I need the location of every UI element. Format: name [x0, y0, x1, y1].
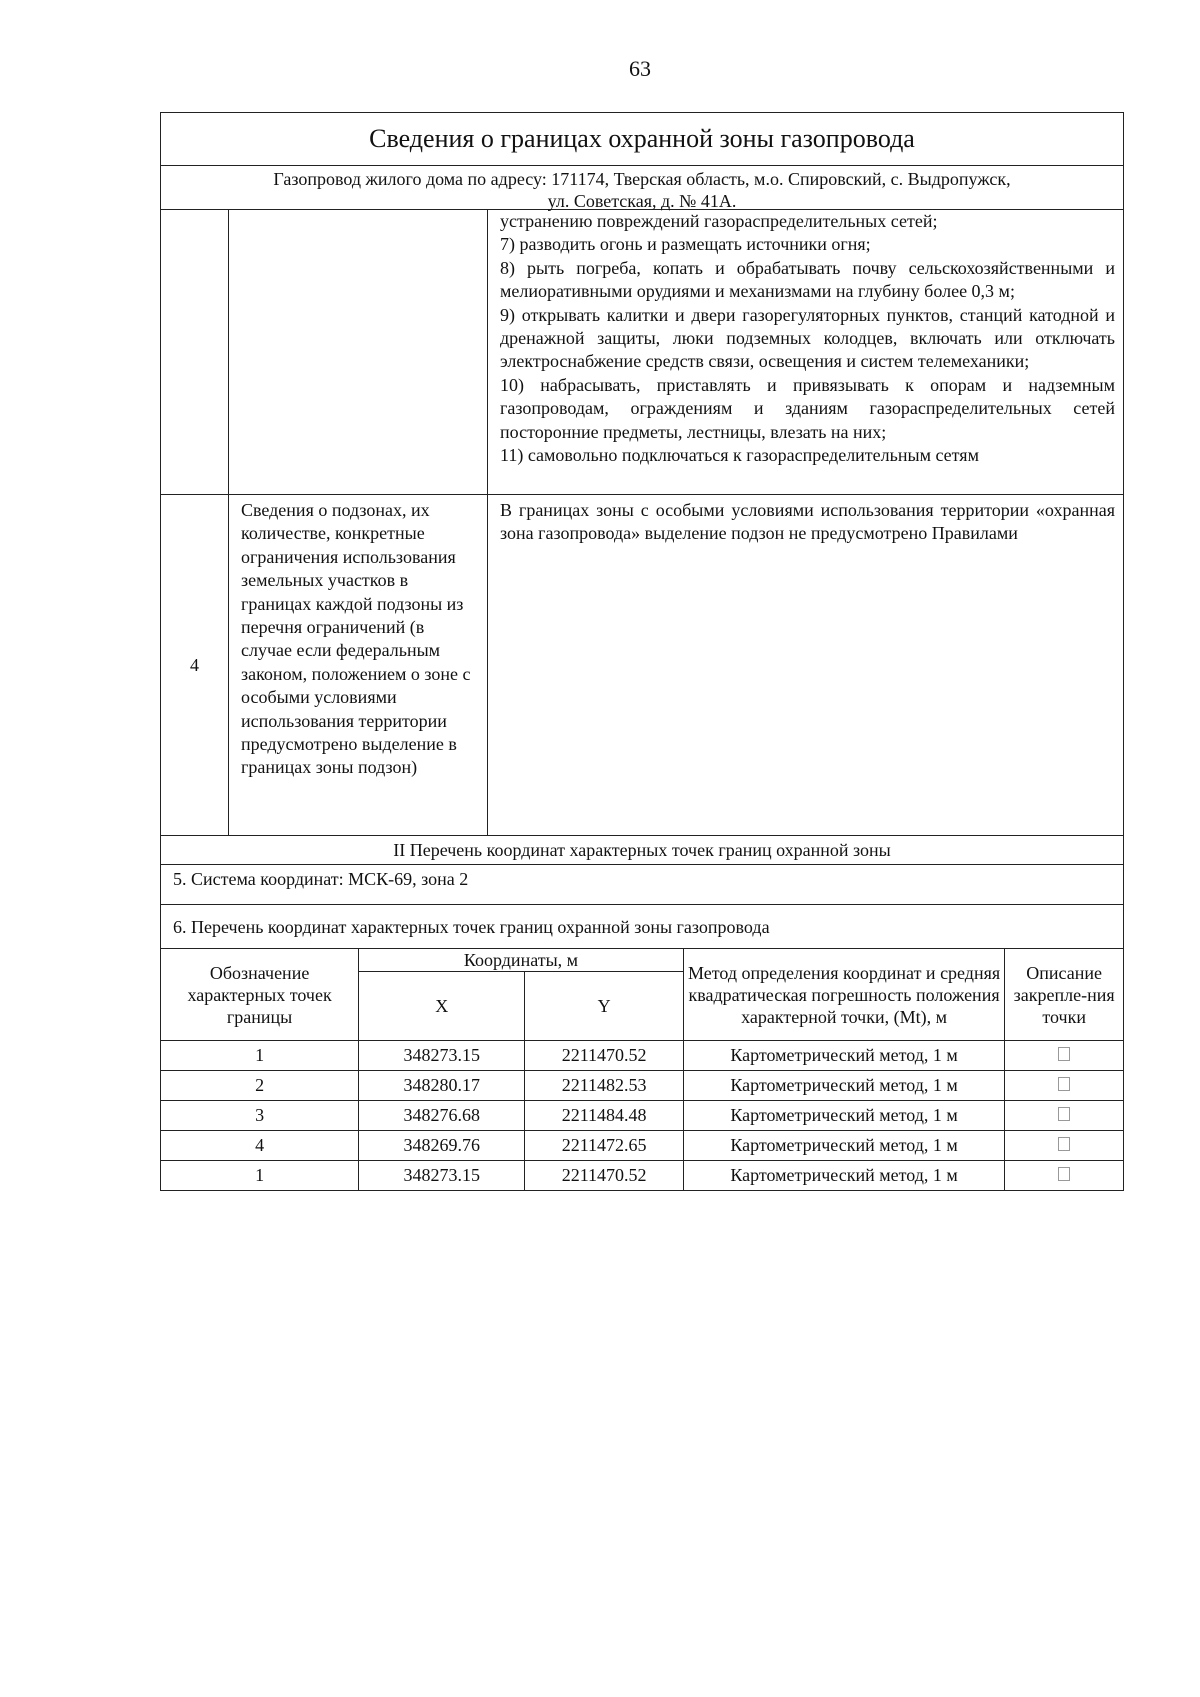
header-description: Описание закрепле-ния точки: [1005, 949, 1123, 1041]
empty-box-icon: [1058, 1107, 1070, 1121]
empty-box-icon: [1058, 1167, 1070, 1181]
address-header: [161, 166, 1123, 210]
point-cell: 2: [161, 1071, 359, 1101]
y-cell: 2211482.53: [525, 1071, 683, 1101]
restriction-item: 11) самовольно подключаться к газораспределительным сетям: [500, 445, 979, 466]
restrictions-text: [488, 210, 1123, 494]
header-y: Y: [525, 972, 683, 1041]
x-cell: 348273.15: [359, 1161, 525, 1191]
x-cell: 348269.76: [359, 1131, 525, 1161]
point-cell: 3: [161, 1101, 359, 1131]
y-cell: 2211470.52: [525, 1161, 683, 1191]
method-cell: Картометрический метод, 1 м: [683, 1101, 1005, 1131]
header-method: Метод определения координат и средняя квадратическая погрешность положения характерной точки, (Mt), м: [683, 949, 1005, 1041]
empty-box-icon: [1058, 1137, 1070, 1151]
restriction-item: 10) набрасывать, приставлять и привязывать к опорам и надземным газопроводам, ограждениям и зданиям газораспределительных сетей посторонние предметы, лестницы, влезать на них;: [500, 374, 1115, 442]
subzones-text-content: В границах зоны с особыми условиями использования территории «охранная зона газопровода» выделение подзон не предусмотрено Правилами: [500, 500, 1115, 544]
page-number: 63: [629, 56, 651, 81]
section-ii-heading: II Перечень координат характерных точек границ охранной зоны: [161, 836, 1123, 865]
point-cell: 1: [161, 1161, 359, 1191]
header-coordinates: Координаты, м: [359, 949, 684, 972]
y-cell: 2211484.48: [525, 1101, 683, 1131]
description-cell: [1005, 1101, 1123, 1131]
table-row: [161, 1071, 1123, 1101]
points-list-title: 6. Перечень координат характерных точек границ охранной зоны газопровода: [161, 905, 1123, 949]
x-cell: 348276.68: [359, 1101, 525, 1131]
row-number: 4: [161, 495, 229, 835]
empty-box-icon: [1058, 1047, 1070, 1061]
table-row: [161, 1041, 1123, 1071]
address-line-2: ул. Советская, д. № 41А.: [547, 191, 737, 211]
table-row: [161, 1131, 1123, 1161]
coord-system: 5. Система координат: МСК-69, зона 2: [161, 865, 1123, 905]
description-cell: [1005, 1041, 1123, 1071]
table-row: [161, 1101, 1123, 1131]
method-cell: Картометрический метод, 1 м: [683, 1161, 1005, 1191]
subzones-row: [161, 495, 1123, 836]
description-cell: [1005, 1161, 1123, 1191]
point-cell: 1: [161, 1041, 359, 1071]
coordinates-table: [161, 949, 1123, 1190]
row-name-cell: [229, 210, 488, 494]
description-cell: [1005, 1131, 1123, 1161]
header-x: X: [359, 972, 525, 1041]
method-cell: Картометрический метод, 1 м: [683, 1071, 1005, 1101]
table-row: [161, 1161, 1123, 1191]
restrictions-row: [161, 210, 1123, 495]
restriction-item: 8) рыть погреба, копать и обрабатывать почву сельскохозяйственными и мелиоративными орудиями и механизмами на глубину более 0,3 м;: [500, 257, 1115, 302]
method-cell: Картометрический метод, 1 м: [683, 1041, 1005, 1071]
restriction-item: устранению повреждений газораспределительных сетей;: [500, 211, 938, 231]
header-designation: Обозначение характерных точек границы: [161, 949, 359, 1041]
subzones-text: [488, 495, 1123, 835]
empty-box-icon: [1058, 1077, 1070, 1091]
table-header-row: [161, 949, 1123, 972]
x-cell: 348280.17: [359, 1071, 525, 1101]
point-cell: 4: [161, 1131, 359, 1161]
y-cell: 2211470.52: [525, 1041, 683, 1071]
method-cell: Картометрический метод, 1 м: [683, 1131, 1005, 1161]
row-name: Сведения о подзонах, их количестве, конкретные ограничения использования земельных участков в границах каждой подзоны из перечня ограничений (в случае если федеральным законом, положением о зоне с особыми условиями использования территории предусмотрено выделение в границах зоны подзон): [229, 495, 488, 835]
restriction-item: 7) разводить огонь и размещать источники огня;: [500, 234, 871, 255]
zone-info-table: [160, 112, 1124, 1191]
description-cell: [1005, 1071, 1123, 1101]
document-title: Сведения о границах охранной зоны газопровода: [161, 113, 1123, 166]
y-cell: 2211472.65: [525, 1131, 683, 1161]
address-line-1: Газопровод жилого дома по адресу: 171174, Тверская область, м.о. Спировский, с. Выдропужск,: [273, 169, 1011, 189]
x-cell: 348273.15: [359, 1041, 525, 1071]
restriction-item: 9) открывать калитки и двери газорегуляторных пунктов, станций катодной и дренажной защиты, люки подземных колодцев, включать или отключать электроснабжение средств связи, освещения и систем телемеханики;: [500, 304, 1115, 372]
row-number-cell: [161, 210, 229, 494]
